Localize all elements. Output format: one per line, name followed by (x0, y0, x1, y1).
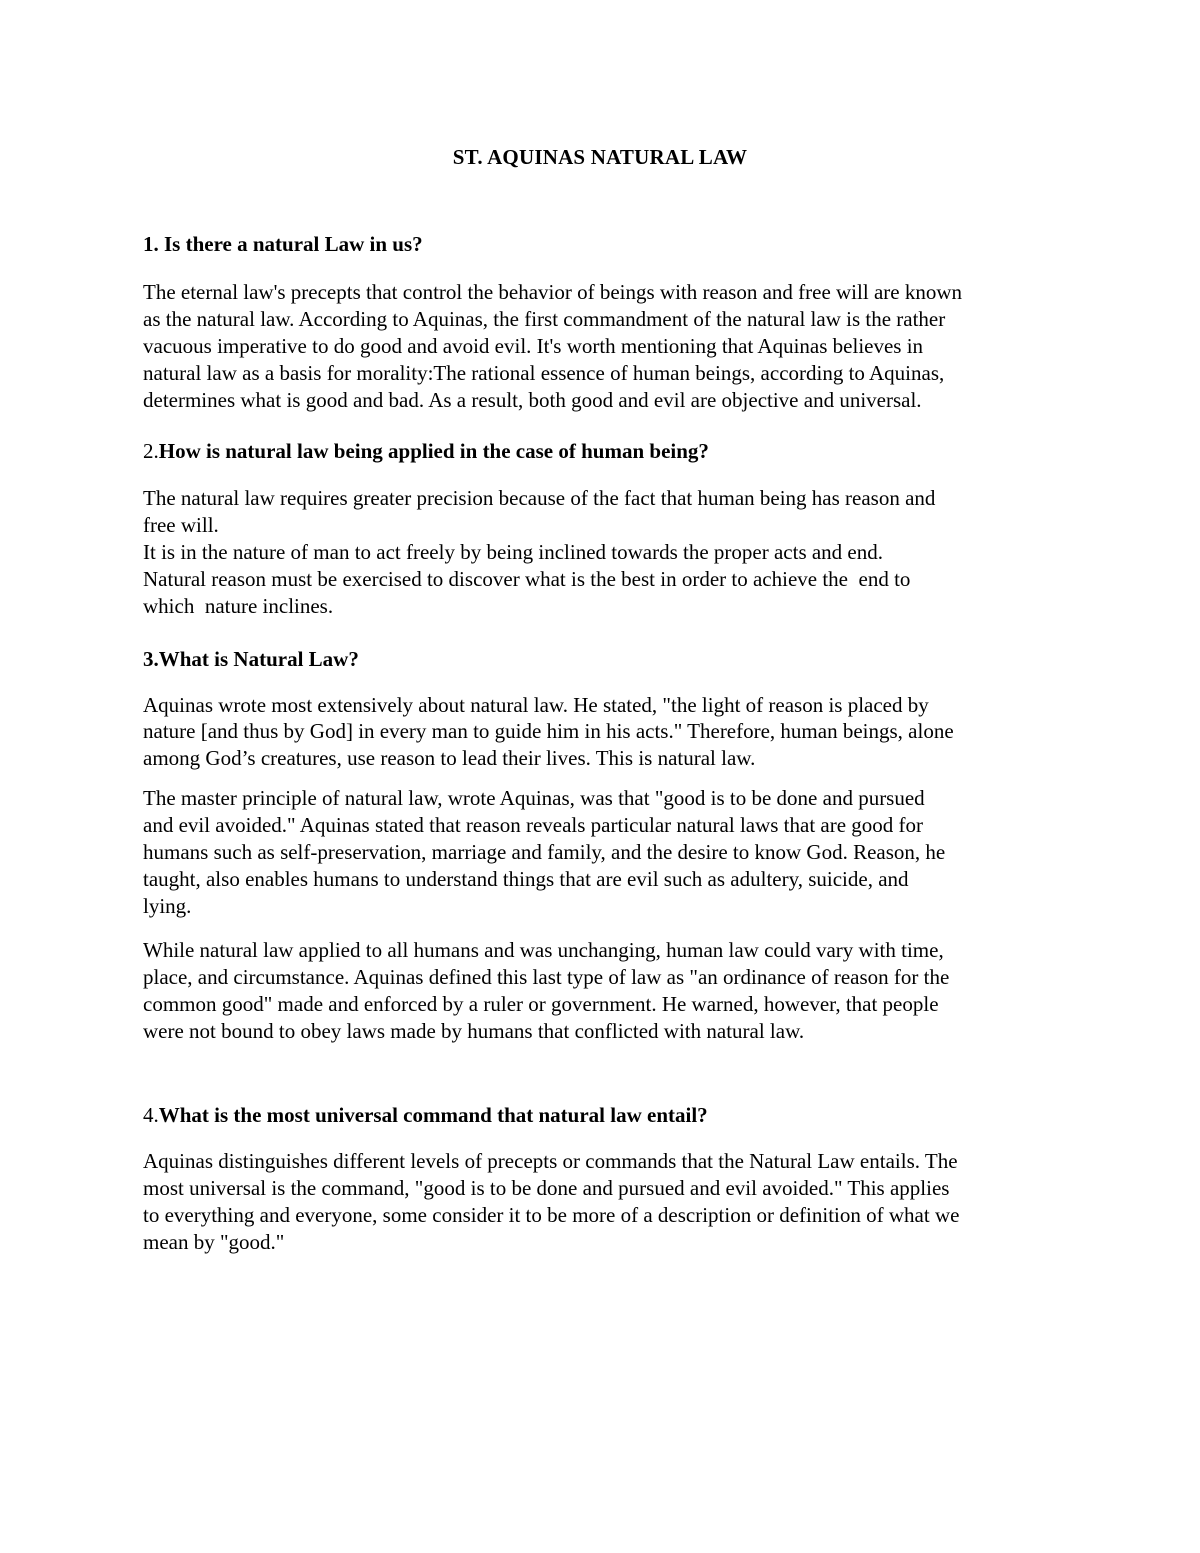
section-1-line: The eternal law's precepts that control the behavior of beings with reason and free will are known (143, 280, 962, 304)
section-1-question: Is there a natural Law in us? (158, 232, 423, 256)
section-4-line: to everything and everyone, some consider it to be more of a description or definition of what we (143, 1203, 960, 1227)
section-3-line: lying. (143, 894, 192, 918)
section-3-line: place, and circumstance. Aquinas defined this last type of law as "an ordinance of reason for the (143, 965, 950, 989)
section-3-line: The master principle of natural law, wrote Aquinas, was that "good is to be done and pursued (143, 786, 925, 810)
section-3-line: taught, also enables humans to understand things that are evil such as adultery, suicide, and (143, 867, 909, 891)
section-3-line: were not bound to obey laws made by humans that conflicted with natural law. (143, 1019, 805, 1043)
section-3-line: While natural law applied to all humans and was unchanging, human law could vary with time, (143, 938, 944, 962)
section-4-number: 4. (143, 1103, 159, 1127)
section-3-question: What is Natural Law? (158, 647, 359, 671)
section-2-heading (143, 438, 709, 464)
section-2-line: free will. (143, 513, 219, 537)
section-1-number: 1. (143, 232, 159, 256)
section-4-line: mean by "good." (143, 1230, 285, 1254)
section-4-line: most universal is the command, "good is to be done and pursued and evil avoided." This applies (143, 1176, 950, 1200)
section-2-line: which nature inclines. (143, 594, 334, 618)
section-3-line: humans such as self-preservation, marriage and family, and the desire to know God. Reason, he (143, 840, 946, 864)
document-title: ST. AQUINAS NATURAL LAW (452, 145, 748, 169)
section-3-line: nature [and thus by God] in every man to guide him in his acts." Therefore, human beings, alone (143, 719, 954, 743)
section-1-line: determines what is good and bad. As a result, both good and evil are objective and universal. (143, 388, 922, 412)
section-3-line: common good" made and enforced by a ruler or government. He warned, however, that people (143, 992, 939, 1016)
section-3-heading (143, 646, 359, 672)
section-3-line: and evil avoided." Aquinas stated that reason reveals particular natural laws that are good for (143, 813, 924, 837)
section-4-heading (143, 1102, 708, 1128)
section-3-number: 3. (143, 647, 159, 671)
section-3-line: among God’s creatures, use reason to lead their lives. This is natural law. (143, 746, 756, 770)
section-4-line: Aquinas distinguishes different levels of precepts or commands that the Natural Law entails. The (143, 1149, 958, 1173)
section-1-heading (143, 231, 423, 257)
section-4-question: What is the most universal command that natural law entail? (158, 1103, 708, 1127)
section-2-question: How is natural law being applied in the case of human being? (158, 439, 709, 463)
section-1-line: as the natural law. According to Aquinas, the first commandment of the natural law is the rather (143, 307, 946, 331)
section-1-line: natural law as a basis for morality:The rational essence of human beings, according to Aquinas, (143, 361, 945, 385)
section-2-line: It is in the nature of man to act freely by being inclined towards the proper acts and end. (143, 540, 884, 564)
section-2-line: Natural reason must be exercised to discover what is the best in order to achieve the end to (143, 567, 911, 591)
section-3-line: Aquinas wrote most extensively about natural law. He stated, "the light of reason is placed by (143, 693, 929, 717)
section-1-line: vacuous imperative to do good and avoid evil. It's worth mentioning that Aquinas believes in (143, 334, 924, 358)
section-2-number: 2. (143, 439, 159, 463)
section-2-line: The natural law requires greater precision because of the fact that human being has reason and (143, 486, 936, 510)
